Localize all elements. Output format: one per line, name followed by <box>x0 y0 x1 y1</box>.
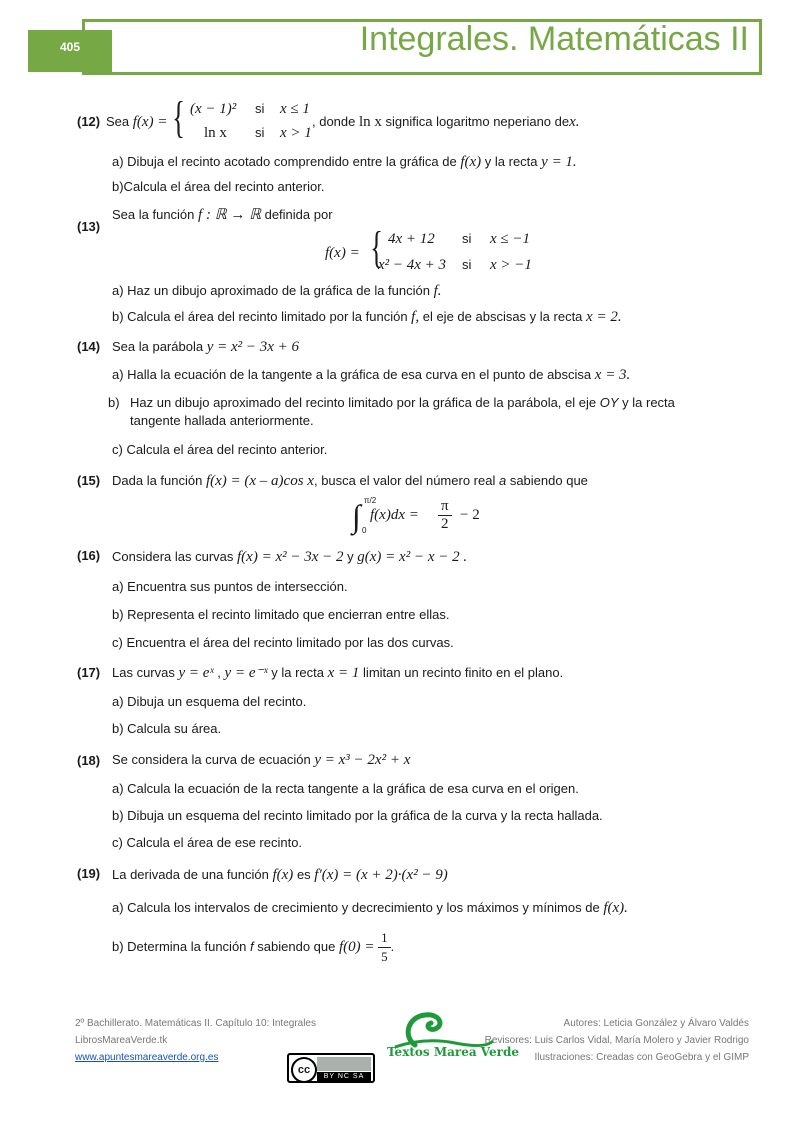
p13-lead-end: definida por <box>264 207 333 222</box>
p13-b-end: el eje de abscisas y la recta <box>422 309 583 324</box>
p13-fx <box>325 244 360 262</box>
logo-text: Textos Marea Verde <box>387 1045 519 1059</box>
footer-illustrations: Ilustraciones: Creadas con GeoGebra y el GIMP <box>534 1052 749 1063</box>
p17-c1: y = eˣ <box>178 665 214 681</box>
p19-frac-den: 5 <box>381 949 388 964</box>
p13-a-f: f. <box>433 283 442 299</box>
problem-16-number: (16) <box>77 548 101 563</box>
problem-19-number: (19) <box>77 866 101 881</box>
p15-eq: f(x) = (x – a)cos x <box>205 473 314 489</box>
p19-b-eq: f(0) = <box>338 938 375 955</box>
integral-lower: 0 <box>362 526 367 535</box>
p13-case2 <box>378 256 446 274</box>
page-title: Integrales. Matemáticas II <box>359 20 749 58</box>
p17-part-b: b) Calcula su área. <box>112 721 222 736</box>
p12-cond1-expr: x ≤ 1 <box>280 101 310 117</box>
p12-lead-text: Sea <box>106 114 130 129</box>
p14-a-eq: x = 3. <box>594 367 631 383</box>
license-terms: BY NC SA <box>317 1072 371 1081</box>
p12-cond2-expr: x > 1 <box>280 125 312 141</box>
p12-case1-expr: (x − 1)² <box>190 101 237 117</box>
problem-12-number: (12) <box>77 114 101 129</box>
p12-part-a <box>112 153 577 171</box>
p16-part-b: b) Representa el recinto limitado que encierran entre ellas. <box>112 607 450 622</box>
p14-part-a <box>112 366 630 384</box>
p14-b-label: b) <box>108 395 120 410</box>
p12-si2: si <box>255 125 265 140</box>
marea-verde-logo <box>385 1007 519 1065</box>
p17-mid: y la recta <box>271 665 325 680</box>
p13-b-eq: x = 2. <box>586 309 622 325</box>
cc-icon: cc <box>291 1057 317 1083</box>
integral-upper: π/2 <box>364 496 377 505</box>
p19-b-text: b) Determina la función <box>112 938 247 954</box>
p13-a-text: a) Haz un dibujo aproximado de la gráfica de la función <box>112 283 430 298</box>
integrand: f(x)dx = <box>370 507 419 523</box>
p12-a-eq: y = 1. <box>541 154 577 170</box>
p13-b-f: f, <box>411 309 420 325</box>
p13-b-text: b) Calcula el área del recinto limitado por la función <box>112 309 408 324</box>
p17-end: limitan un recinto finito en el plano. <box>363 665 564 680</box>
p13-lead <box>112 206 333 224</box>
p12-a-text: a) Dibuja el recinto acotado comprendido entre la gráfica de <box>112 154 457 169</box>
p17-lead-text: Las curvas <box>112 665 175 680</box>
p18-part-a: a) Calcula la ecuación de la recta tangente a la gráfica de esa curva en el origen. <box>112 781 579 796</box>
p19-fraction <box>378 929 391 966</box>
problem-14-number: (14) <box>77 339 101 354</box>
p14-part-c: c) Calcula el área del recinto anterior. <box>112 442 328 457</box>
p18-lead <box>112 751 410 769</box>
problem-15-number: (15) <box>77 473 101 488</box>
p13-lead-text: Sea la función <box>112 207 195 222</box>
p14-b1-text: Haz un dibujo aproximado del recinto limitado por la gráfica de la parábola, el eje <box>130 395 597 410</box>
p17-c2: y = e⁻ˣ <box>224 665 268 681</box>
p19-b-f: f <box>250 938 254 954</box>
p14-lead-text: Sea la parábola <box>112 339 204 354</box>
p12-tail-a: , donde <box>312 114 356 129</box>
p14-part-b-line1 <box>130 394 675 412</box>
p19-deriv: f′(x) = (x + 2)·(x² − 9) <box>314 867 448 883</box>
p13-part-b <box>112 308 622 326</box>
p13-si1: si <box>462 231 472 246</box>
p13-cond2-expr: x > −1 <box>490 257 532 273</box>
page-number-tab <box>28 30 112 72</box>
p16-lead <box>112 548 467 566</box>
p14-a-text: a) Halla la ecuación de la tangente a la gráfica de esa curva en el punto de abscisa <box>112 367 592 382</box>
p16-part-a: a) Encuentra sus puntos de intersección. <box>112 579 348 594</box>
p12-si1: si <box>255 101 265 116</box>
p12-tail-x: x. <box>569 114 580 130</box>
p16-and: y <box>347 549 354 564</box>
footer-course: 2º Bachillerato. Matemáticas II. Capítulo 10: Integrales <box>75 1018 316 1029</box>
p12-tail <box>312 113 580 131</box>
p15-rhs: − 2 <box>460 507 480 523</box>
p19-b-mid: sabiendo que <box>257 938 336 954</box>
footer-link[interactable]: www.apuntesmareaverde.org.es <box>75 1052 219 1063</box>
integral-sign: ∫ <box>352 498 361 534</box>
p15-fraction <box>438 498 452 533</box>
p18-part-c: c) Calcula el área de ese recinto. <box>112 835 303 850</box>
p13-case1-expr: 4x + 12 <box>388 231 435 247</box>
p14-b1-end: y la recta <box>622 395 675 410</box>
p19-part-a <box>112 899 628 917</box>
license-icons <box>317 1057 371 1071</box>
p17-part-a: a) Dibuja un esquema del recinto. <box>112 694 307 709</box>
p13-si2: si <box>462 257 472 272</box>
p15-lead <box>112 472 588 490</box>
p15-integral <box>352 496 492 538</box>
p12-brace: { <box>172 93 185 142</box>
p12-cond1 <box>280 100 310 118</box>
p12-a-mid: y la recta <box>484 154 538 169</box>
problem-18-number: (18) <box>77 753 101 768</box>
p14-lead <box>112 338 299 356</box>
p15-lead-text: Dada la función <box>112 473 203 488</box>
p19-a-fx: f(x). <box>603 900 628 916</box>
p17-lead <box>112 664 563 682</box>
p15-end: sabiendo que <box>509 473 588 488</box>
p14-eq: y = x² − 3x + 6 <box>206 339 300 355</box>
p13-cond1 <box>490 230 530 248</box>
p19-a-text: a) Calcula los intervalos de crecimiento y decrecimiento y los máximos y mínimos de <box>112 900 600 915</box>
p12-tail-ln: ln x <box>359 114 382 130</box>
p16-g-eq: g(x) = x² − x − 2 . <box>357 549 468 565</box>
footer-reviewers: Revisores: Luis Carlos Vidal, María Molero y Javier Rodrigo <box>484 1035 749 1046</box>
page-number: 405 <box>59 40 81 54</box>
cc-license-badge <box>287 1053 375 1083</box>
p19-lead-text: La derivada de una función <box>112 867 269 882</box>
p13-part-a <box>112 282 442 300</box>
p13-brace: { <box>370 223 383 272</box>
p12-case2 <box>204 124 227 142</box>
p13-cond1-expr: x ≤ −1 <box>490 231 531 247</box>
p13-fx-expr: f(x) = <box>325 245 360 261</box>
p13-map: f : ℝ → ℝ <box>198 207 261 223</box>
p13-case2-expr: x² − 4x + 3 <box>378 257 447 273</box>
p18-part-b: b) Dibuja un esquema del recinto limitado por la gráfica de la curva y la recta hallada. <box>112 808 603 823</box>
frac-num: π <box>438 498 452 516</box>
p19-lead <box>112 866 448 884</box>
p12-a-fx: f(x) <box>460 154 482 170</box>
p12-case1 <box>190 100 236 118</box>
p17-comma: , <box>217 665 221 680</box>
p19-fx: f(x) <box>272 867 294 883</box>
p12-cond2 <box>280 124 312 142</box>
problem-12-lead <box>106 113 167 131</box>
p13-case1 <box>388 230 435 248</box>
p19-part-b <box>112 929 394 966</box>
p15-mid: , busca el valor del número real <box>313 473 496 488</box>
frac-den: 2 <box>441 516 449 532</box>
p16-f-eq: f(x) = x² − 3x − 2 <box>237 549 344 565</box>
p19-es: es <box>296 867 311 882</box>
p15-a-var: a <box>498 473 507 488</box>
p12-part-b: b)Calcula el área del recinto anterior. <box>112 179 325 194</box>
p12-fx: f(x) = <box>132 114 168 130</box>
p13-cond2 <box>490 256 532 274</box>
p18-lead-text: Se considera la curva de ecuación <box>112 752 311 767</box>
footer-authors: Autores: Leticia González y Álvaro Valdés <box>563 1018 749 1029</box>
footer-site: LibrosMareaVerde.tk <box>75 1035 168 1046</box>
p12-tail-b: significa logaritmo neperiano de <box>385 114 570 129</box>
p16-part-c: c) Encuentra el área del recinto limitado por las dos curvas. <box>112 635 454 650</box>
p16-lead-text: Considera las curvas <box>112 549 234 564</box>
p14-b-oy: OY <box>599 395 619 410</box>
p19-frac-num: 1 <box>378 929 391 948</box>
p18-eq: y = x³ − 2x² + x <box>314 752 411 768</box>
problem-17-number: (17) <box>77 665 101 680</box>
p17-line: x = 1 <box>327 665 360 681</box>
p12-case2-expr: ln x <box>204 125 227 141</box>
problem-13-number: (13) <box>77 219 101 234</box>
p14-part-b-line2: tangente hallada anteriormente. <box>130 413 314 428</box>
p19-b-dot: . <box>390 938 395 954</box>
